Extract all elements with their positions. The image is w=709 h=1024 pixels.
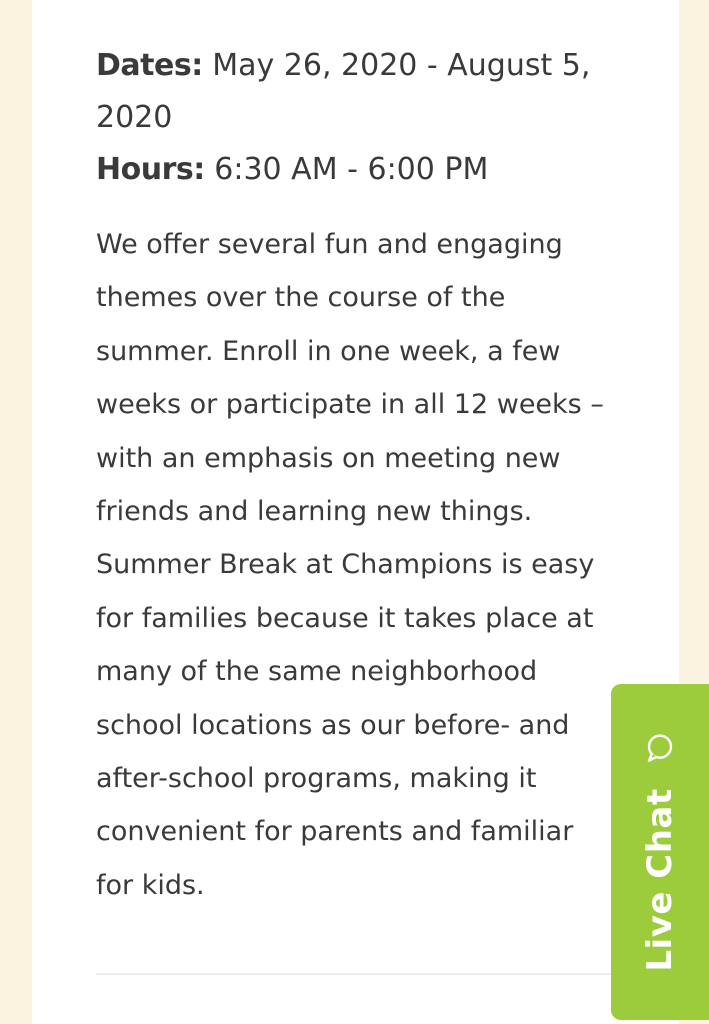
- dates-label: Dates:: [96, 48, 203, 83]
- live-chat-label: Live Chat: [640, 788, 680, 972]
- section-divider: [96, 973, 616, 975]
- chat-bubble-icon: [645, 732, 675, 762]
- hours-value: 6:30 AM - 6:00 PM: [204, 152, 489, 187]
- dates-value: May 26, 2020 - August 5, 2020: [96, 48, 591, 135]
- live-chat-button[interactable]: [611, 684, 709, 1020]
- hours-label: Hours:: [96, 152, 205, 187]
- hours-line: [96, 144, 606, 196]
- dates-line: [96, 40, 606, 144]
- live-chat-content: [640, 732, 680, 971]
- program-description: We offer several fun and engaging themes over the course of the summer. Enroll in one week, a few weeks or participate in all 12 weeks – with an emphasis on meeting new friends and learning new things. Summer Break at Champions is easy for families because it takes place at many of the same neighborhood school locations as our before- and after-school programs, making it convenient for parents and familiar for kids.: [96, 229, 604, 901]
- program-details: [96, 40, 606, 912]
